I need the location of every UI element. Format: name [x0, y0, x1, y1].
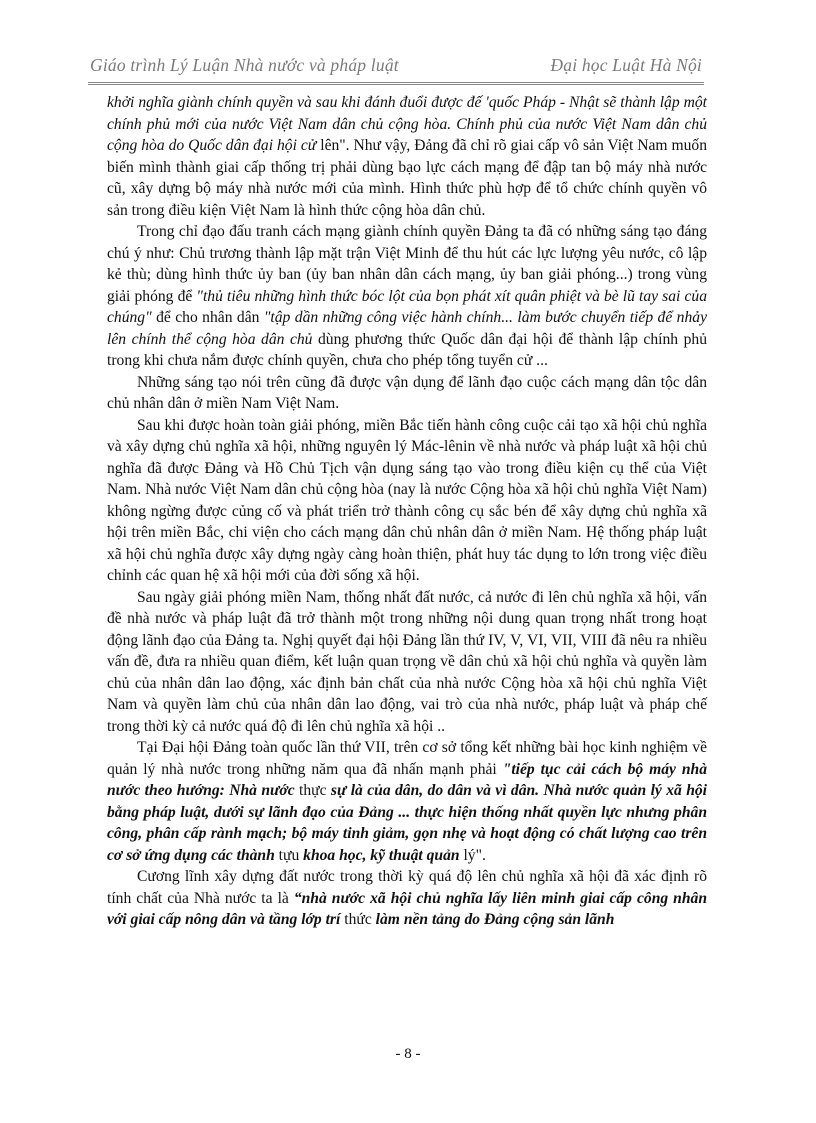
paragraph [107, 737, 707, 866]
paragraph [107, 587, 707, 738]
header-divider [88, 82, 704, 85]
text-run: “nhà nước xã hội chủ nghĩa lấy liên minh giai cấp công nhân với giai cấp nông dân và tầng lớp trí [107, 889, 707, 928]
text-run: lý". [459, 846, 486, 864]
header-book-title: Giáo trình Lý Luận Nhà nước và pháp luật [90, 55, 399, 75]
text-run: khởi nghĩa giành chính quyền và sau khi đánh đuổi được đế 'quốc Pháp - Nhật sẽ thành lập một chính phủ mới của nước Việt Nam dân chủ cộng hòa. Chính phủ của nước Việt Nam dân chủ cộng hòa do Quốc dân đại hội cử [107, 94, 707, 154]
paragraph [107, 372, 707, 415]
text-run: sự là của dân, do dân và vì dân. Nhà nước quản lý xã hội bằng pháp luật, dưới sự lãnh đạo của Đảng ... thực hiện thống nhất quyền lực nhưng phân công, phân cấp rành mạch; bộ máy tinh giảm, gọn nhẹ và hoạt động có chất lượng cao trên cơ sở ứng dụng các thành [107, 782, 707, 864]
text-run: lên". Như vậy, Đảng đã chỉ rõ giai cấp vô sản Việt Nam muốn biến mình thành giai cấp thống trị phải dùng bạo lực cách mạng để đập tan bộ máy nhà nước cũ, xây dựng bộ máy nhà nước mới của mình. Hình thức phù hợp để tổ chức chính quyền vô sản trong điều kiện Việt Nam là hình thức cộng hòa dân chủ. [107, 137, 708, 219]
text-run: thực [294, 782, 331, 799]
text-run: Những sáng tạo nói trên cũng đã được vận dụng để lãnh đạo cuộc cách mạng dân tộc dân chủ nhân dân ở miền Nam Việt Nam. [107, 373, 707, 412]
paragraph [107, 415, 707, 587]
paragraph [107, 92, 707, 221]
header-university: Đại học Luật Hà Nội [550, 55, 702, 75]
body-text [107, 92, 707, 931]
paragraph [107, 866, 707, 931]
text-run: khoa học, kỹ thuật quản [303, 846, 460, 864]
text-run: Cương lĩnh xây dựng đất nước trong thời kỳ quá độ lên chủ nghĩa xã hội đã xác định rõ tính chất của Nhà nước ta là [107, 868, 707, 907]
paragraph [107, 221, 707, 372]
text-run: thức [340, 911, 376, 928]
text-run: Sau khi được hoàn toàn giải phóng, miền Bắc tiến hành công cuộc cải tạo xã hội chủ nghĩa và xây dựng chủ nghĩa xã hội, những nguyên lý Mác-lênin về nhà nước và pháp luật xã hội chủ nghĩa đã được Đảng và Hồ Chủ Tịch vận dụng sáng tạo vào trong điều kiện cụ thể của Việt Nam. Nhà nước Việt Nam dân chủ cộng hòa (nay là nước Cộng hòa xã hội chủ nghĩa Việt Nam) không ngừng được củng cố và phát triển trở thành công cụ sắc bén để xây dựng chủ nghĩa xã hội trên miền Bắc, chi viện cho cách mạng dân chủ nhân dân ở miền Nam. Hệ thống pháp luật xã hội chủ nghĩa được xây dựng ngày càng hoàn thiện, phát huy tác dụng to lớn trong việc điều chỉnh các quan hệ xã hội mới của đời sống xã hội. [107, 416, 707, 584]
text-run: tựu [274, 846, 304, 864]
page-number: - 8 - [395, 1046, 421, 1062]
text-run: Sau ngày giải phóng miền Nam, thống nhất đất nước, cả nước đi lên chủ nghĩa xã hội, vấn đề nhà nước và pháp luật đã trở thành một trong những nội dung quan trọng nhất trong hoạt động lãnh đạo của Đảng ta. Nghị quyết đại hội Đảng lần thứ IV, V, VI, VII, VIII đã nêu ra nhiều vấn đề, đưa ra nhiều quan điểm, kết luận quan trọng về dân chủ xã hội chủ nghĩa và quyền làm chủ của nhân dân lao động, xác định bản chất của nhà nước Cộng hòa xã hội chủ nghĩa Việt Nam và quyền làm chủ của nhân dân lao động, vai trò của nhà nước, pháp luật và pháp chế trong thời kỳ cả nước quá độ đi lên chủ nghĩa xã hội .. [107, 588, 707, 735]
text-run: Trong chỉ đạo đấu tranh cách mạng giành chính quyền Đảng ta đã có những sáng tạo đáng chú ý như: Chủ trương thành lập mặt trận Việt Minh để thu hút các lực lượng yêu nước, cô lập kẻ thù; dùng hình thức ủy ban (ủy ban nhân dân cách mạng, ủy ban giải phóng...) trong vùng giải phóng để [107, 223, 707, 305]
text-run: làm nền tảng do Đảng cộng sản lãnh [375, 911, 615, 928]
text-run: để cho nhân dân [151, 309, 264, 326]
text-run: "tiếp tục cải cách bộ máy nhà nước theo hướng: Nhà nước [107, 760, 707, 799]
text-run: "thủ tiêu những hình thức bóc lột của bọn phát xít quân phiệt và bè lũ tay sai của chúng" [107, 287, 708, 326]
text-run: dùng phương thức Quốc dân đại hội để thành lập chính phủ trong khi chưa nắm được chính quyền, chưa cho phép tổng tuyển cử ... [107, 330, 707, 369]
running-header [88, 52, 704, 82]
text-run: "tập dần những công việc hành chính... làm bước chuyển tiếp để nhảy lên chính thể cộng hòa dân chủ [107, 309, 707, 348]
text-run: Tại Đại hội Đảng toàn quốc lần thứ VII, trên cơ sở tổng kết những bài học kinh nghiệm về quản lý nhà nước trong những năm qua đã nhấn mạnh phải [107, 739, 707, 778]
